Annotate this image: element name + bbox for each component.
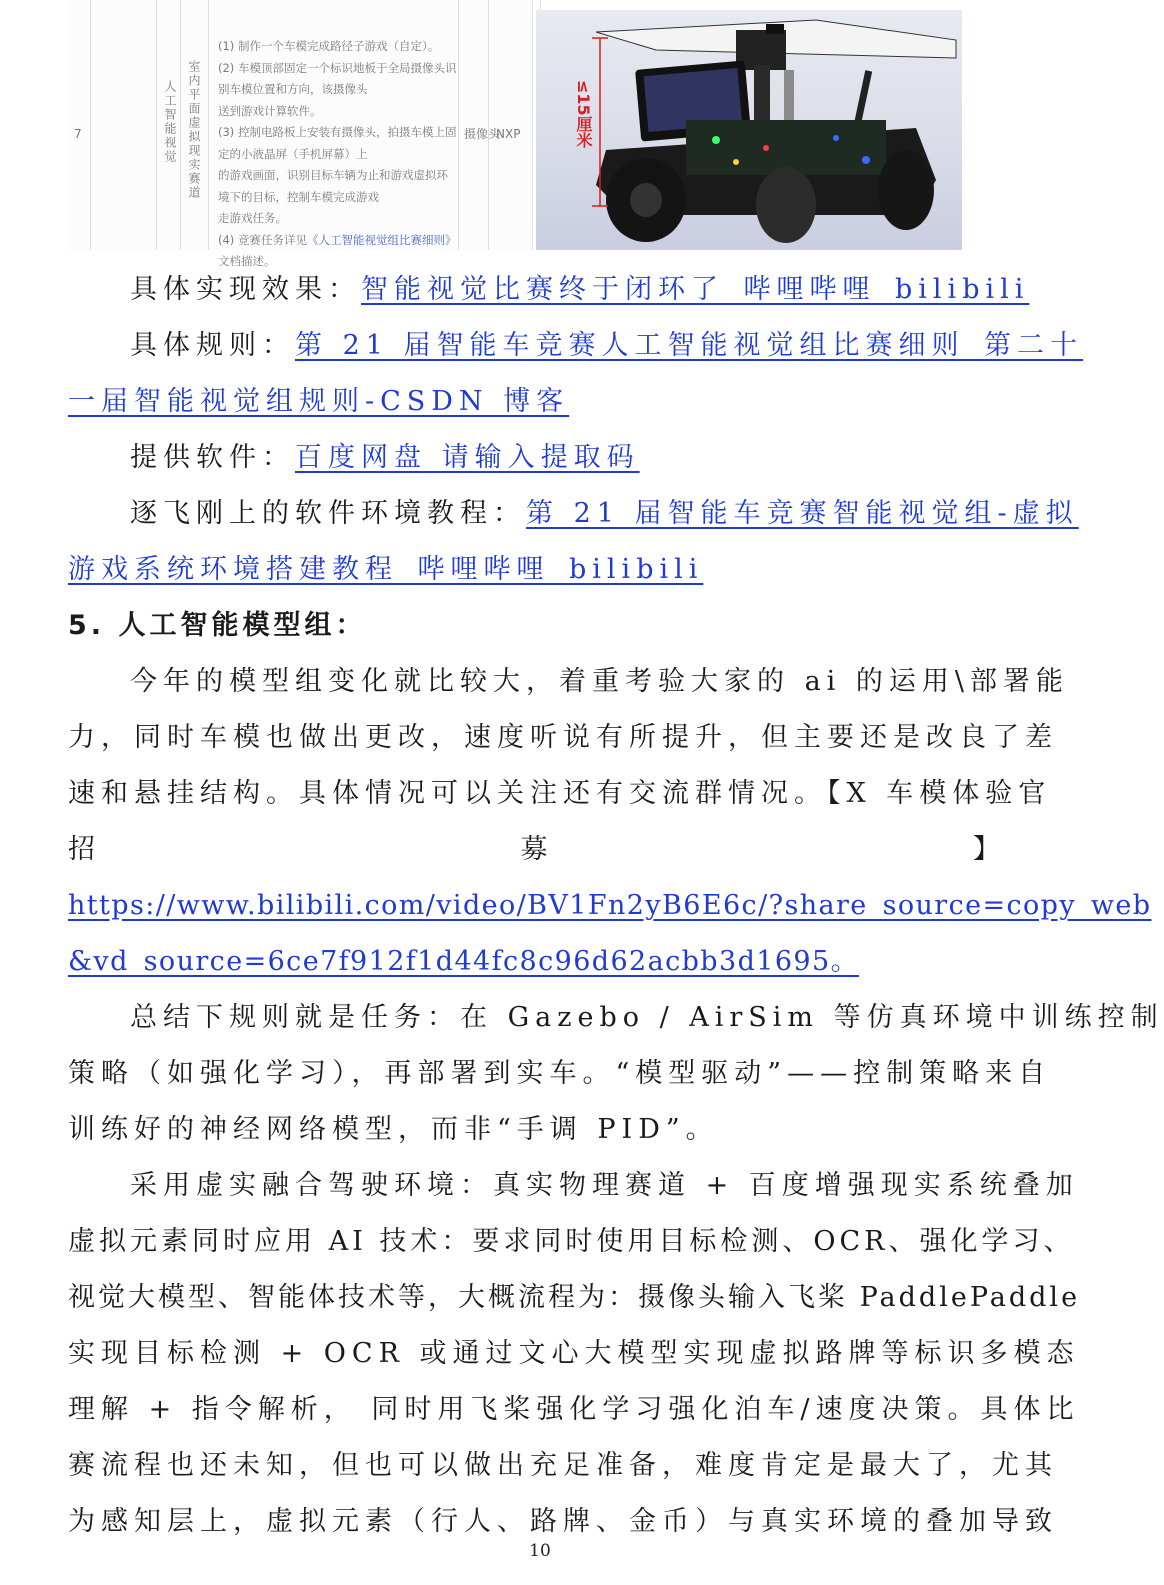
para2-line1: 总结下规则就是任务：在 Gazebo / AirSim 等仿真环境中训练控制 bbox=[130, 1002, 1164, 1033]
link-tutorial-1[interactable]: 第 21 届智能车竞赛智能视觉组-虚拟 bbox=[526, 498, 1079, 529]
url-line1 bbox=[68, 878, 1152, 934]
link-bilibili-video-2[interactable]: &vd_source=6ce7f912f1d44fc8c96d62acbb3d1695。 bbox=[68, 946, 859, 977]
line-tutorial: 逐飞刚上的软件环境教程：第 21 届智能车竞赛智能视觉组-虚拟 bbox=[130, 498, 1079, 529]
para3-line6: 赛流程也还未知，但也可以做出充足准备，难度肯定是最大了，尤其 bbox=[68, 1450, 1058, 1481]
para3-line2: 虚拟元素同时应用 AI 技术：要求同时使用目标检测、OCR、强化学习、 bbox=[68, 1226, 1075, 1257]
section-heading-5: 5. 人工智能模型组： bbox=[68, 610, 367, 641]
line-software: 提供软件：百度网盘 请输入提取码 bbox=[130, 442, 640, 473]
link-baidu-pan[interactable]: 百度网盘 请输入提取码 bbox=[295, 442, 640, 473]
para1-line2: 力，同时车模也做出更改，速度听说有所提升，但主要还是改良了差 bbox=[68, 722, 1058, 753]
para1-line1: 今年的模型组变化就比较大，着重考验大家的 ai 的运用\部署能 bbox=[130, 666, 1069, 697]
para3-line3: 视觉大模型、智能体技术等，大概流程为：摄像头输入飞桨 PaddlePaddle bbox=[68, 1282, 1081, 1313]
table-requirements: (1) 制作一个车模完成路径子游戏（自定）。 (2) 车模顶部固定一个标识地板于全局摄像头识别车模位置和方向，该摄像头 送到游戏计算软件。 (3) 控制电路板上安装有摄像头，拍摄车模上固定的小液晶屏（手机屏幕）上 的游戏画面，识别目标车辆为止和游戏虚拟环境下的目标，控制车模完成游戏 走游戏任务。 (4) 竞赛任务详见《人工智能视觉组比赛细则》文档描述。 bbox=[218, 39, 457, 268]
url-line2 bbox=[68, 934, 1000, 990]
para3-line4: 实现目标检测 + OCR 或通过文心大模型实现虚拟路牌等标识多模态 bbox=[68, 1338, 1080, 1369]
link-rules-2[interactable]: 一届智能视觉组规则-CSDN 博客 bbox=[68, 386, 570, 417]
table-group-name: 人工智能视觉 bbox=[163, 80, 177, 164]
page-number: 10 bbox=[529, 1541, 551, 1561]
line-rules-cont bbox=[68, 374, 1000, 430]
link-effect-video[interactable]: 智能视觉比赛终于闭环了_哔哩哔哩_bilibili bbox=[361, 274, 1030, 305]
car-illustration bbox=[536, 10, 962, 250]
para3-line1: 采用虚实融合驾驶环境：真实物理赛道 + 百度增强现实系统叠加 bbox=[130, 1170, 1079, 1201]
para1-line3: 速和悬挂结构。具体情况可以关注还有交流群情况。【X 车模体验官 bbox=[68, 778, 1052, 809]
para3-line7: 为感知层上，虚拟元素（行人、路牌、金币）与真实环境的叠加导致 bbox=[68, 1506, 1058, 1537]
link-bilibili-video-1[interactable]: https://www.bilibili.com/video/BV1Fn2yB6E6c/?share_source=copy_web bbox=[68, 890, 1152, 921]
line-rules: 具体规则：第 21 届智能车竞赛人工智能视觉组比赛细则_第二十 bbox=[130, 330, 1084, 361]
car-model-photo bbox=[536, 10, 962, 250]
table-sensor: 摄像头 bbox=[464, 127, 501, 141]
table-mcu: NXP bbox=[496, 127, 521, 141]
link-tutorial-2[interactable]: 游戏系统环境搭建教程_哔哩哔哩_bilibili bbox=[68, 554, 704, 585]
para3-line5: 理解 + 指令解析， 同时用飞桨强化学习强化泊车/速度决策。具体比 bbox=[68, 1394, 1080, 1425]
para1-line4: 招 募 】 bbox=[68, 834, 1000, 865]
table-venue: 室内平面虚拟现实赛道 bbox=[187, 60, 201, 200]
rules-table-excerpt bbox=[68, 0, 533, 268]
table-rule-doc-link[interactable]: 《人工智能视觉组比赛细则》 bbox=[306, 232, 457, 247]
para2-line2: 策略（如强化学习），再部署到实车。“模型驱动”——控制策略来自 bbox=[68, 1058, 1052, 1089]
table-row-number: 7 bbox=[74, 127, 82, 141]
line-effect: 具体实现效果：智能视觉比赛终于闭环了_哔哩哔哩_bilibili bbox=[130, 274, 1030, 305]
link-rules-1[interactable]: 第 21 届智能车竞赛人工智能视觉组比赛细则_第二十 bbox=[295, 330, 1084, 361]
line-tutorial-cont bbox=[68, 542, 1000, 598]
para2-line3: 训练好的神经网络模型，而非“手调 PID”。 bbox=[68, 1114, 719, 1145]
height-limit-label: ≤15厘米 bbox=[574, 80, 593, 148]
